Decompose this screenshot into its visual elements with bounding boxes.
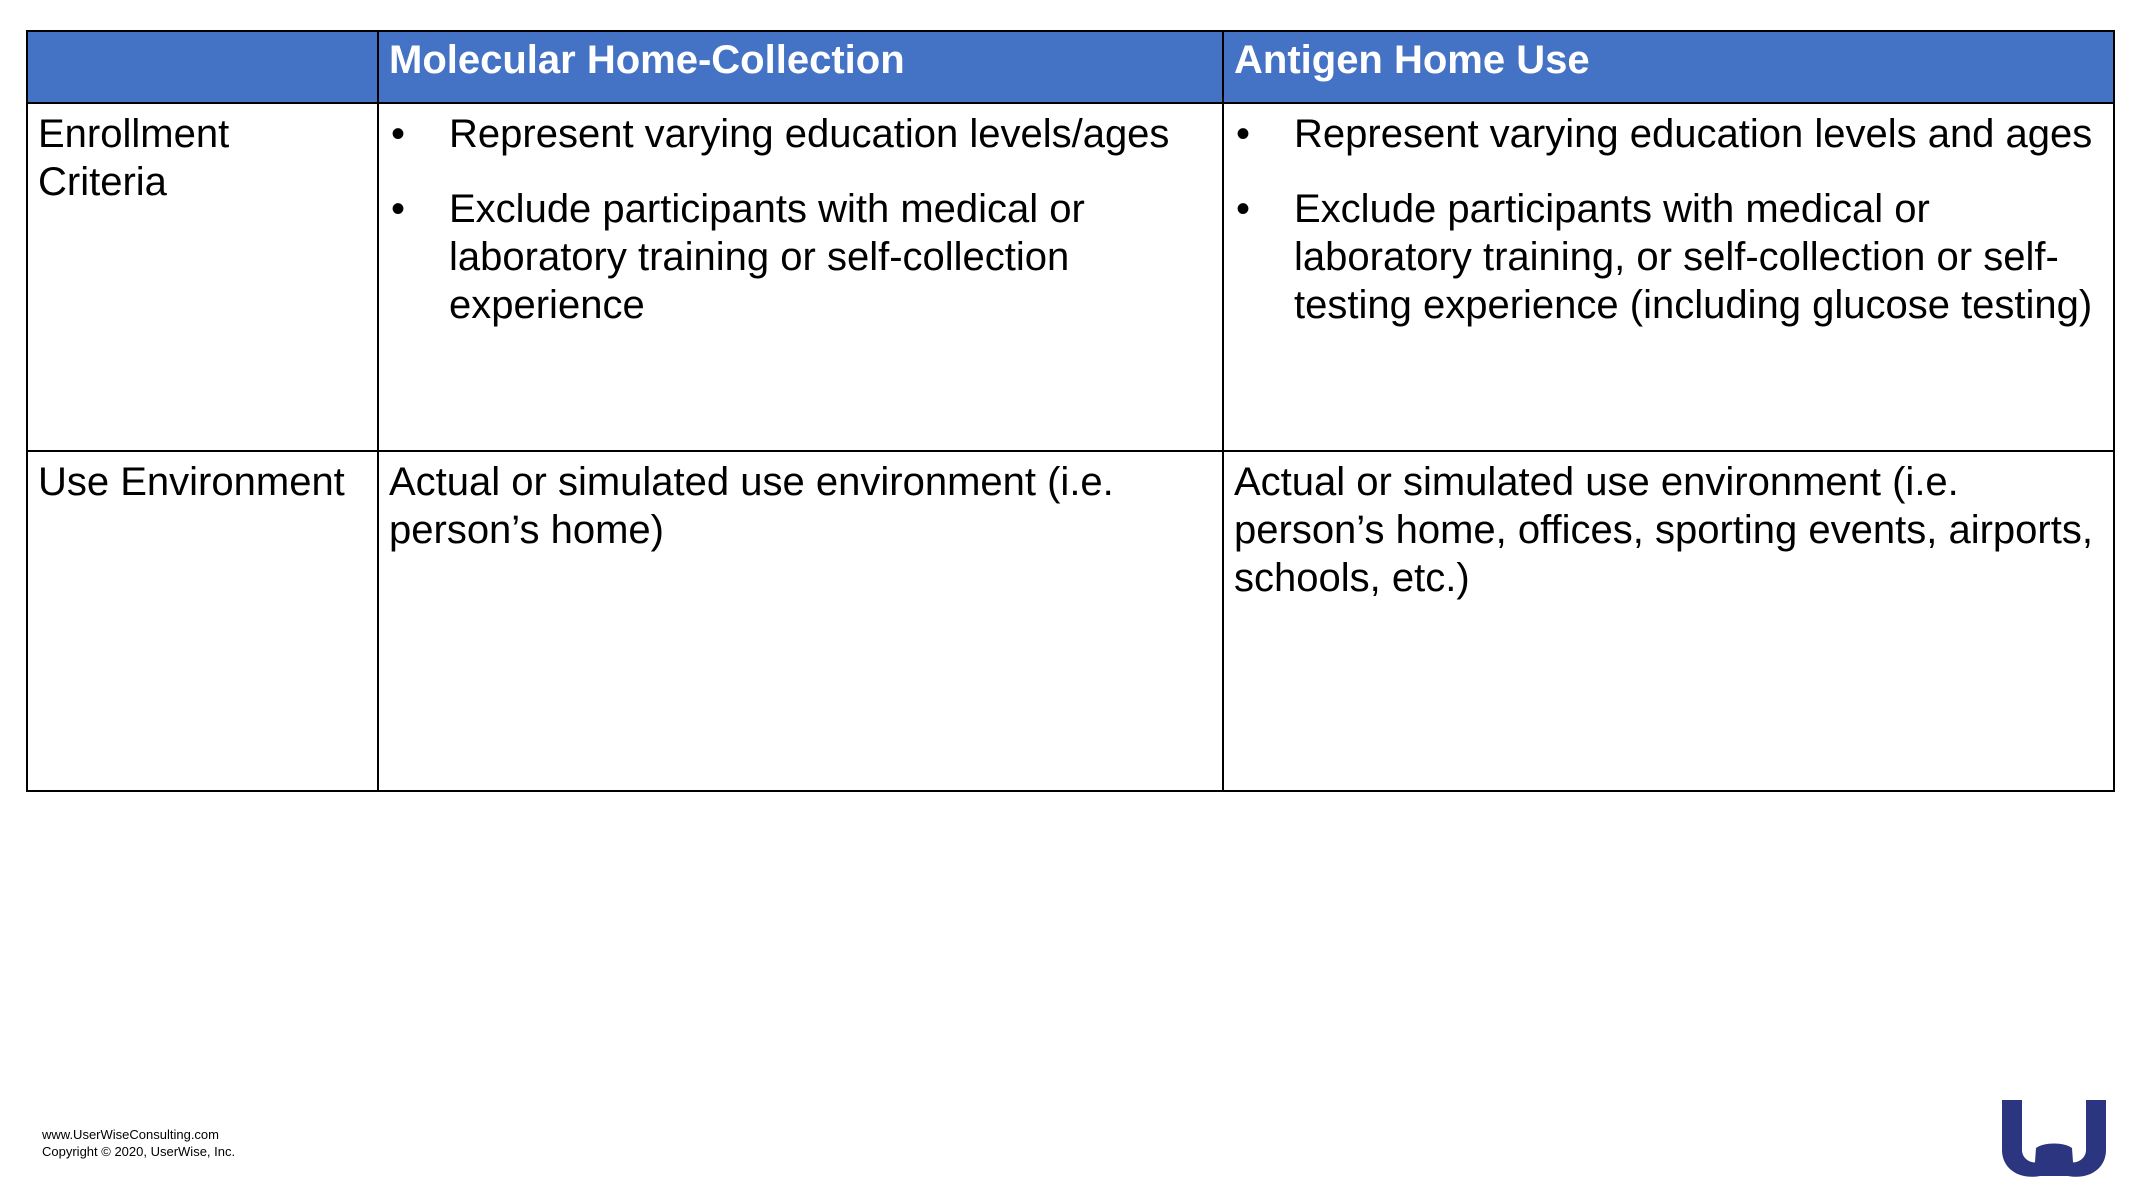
bullet-text: Exclude participants with medical or laboratory training or self-collection experience: [449, 187, 1085, 327]
list-item: [389, 110, 1212, 158]
bullet-text: Exclude participants with medical or laboratory training, or self-collection or self-testing experience (including glucose testing): [1294, 187, 2093, 327]
row-label-enrollment: Enrollment Criteria: [38, 112, 230, 204]
bullet-icon: •: [1236, 187, 1251, 231]
logo-right-arm: [2068, 1100, 2106, 1177]
header-row: [27, 31, 2114, 103]
header-antigen-label: Antigen Home Use: [1234, 38, 1590, 82]
comparison-table: [26, 30, 2115, 792]
list-item: [389, 185, 1212, 329]
logo-left-arm: [2002, 1100, 2040, 1177]
bullet-icon: •: [391, 187, 406, 231]
bullet-icon: •: [1236, 112, 1251, 156]
header-empty-cell: [27, 31, 378, 103]
antigen-environment-text: Actual or simulated use environment (i.e. person’s home, offices, sporting events, airports, schools, etc.): [1234, 460, 2093, 600]
footer: [42, 1126, 235, 1160]
antigen-enrollment-list: [1224, 104, 2113, 329]
userwise-logo-icon: [2000, 1098, 2108, 1178]
antigen-enrollment-cell: [1223, 103, 2114, 451]
bullet-icon: •: [391, 112, 406, 156]
list-item: [1234, 185, 2103, 329]
molecular-enrollment-cell: [378, 103, 1223, 451]
table-row-enrollment: [27, 103, 2114, 451]
header-molecular-label: Molecular Home-Collection: [389, 38, 905, 82]
row-label-use-environment: Use Environment: [38, 460, 345, 504]
bullet-text: Represent varying education levels/ages: [449, 112, 1170, 156]
antigen-environment-cell: [1223, 451, 2114, 791]
table-row-use-environment: [27, 451, 2114, 791]
molecular-environment-cell: [378, 451, 1223, 791]
footer-copyright: Copyright © 2020, UserWise, Inc.: [42, 1144, 236, 1159]
header-molecular: [378, 31, 1223, 103]
row-label-cell: [27, 451, 378, 791]
bullet-text: Represent varying education levels and ages: [1294, 112, 2093, 156]
list-item: [1234, 110, 2103, 158]
molecular-enrollment-list: [379, 104, 1222, 329]
row-label-cell: [27, 103, 378, 451]
logo-center-bowl: [2034, 1144, 2074, 1177]
header-antigen: [1223, 31, 2114, 103]
footer-website: www.UserWiseConsulting.com: [42, 1127, 219, 1142]
molecular-environment-text: Actual or simulated use environment (i.e. person’s home): [389, 460, 1114, 552]
